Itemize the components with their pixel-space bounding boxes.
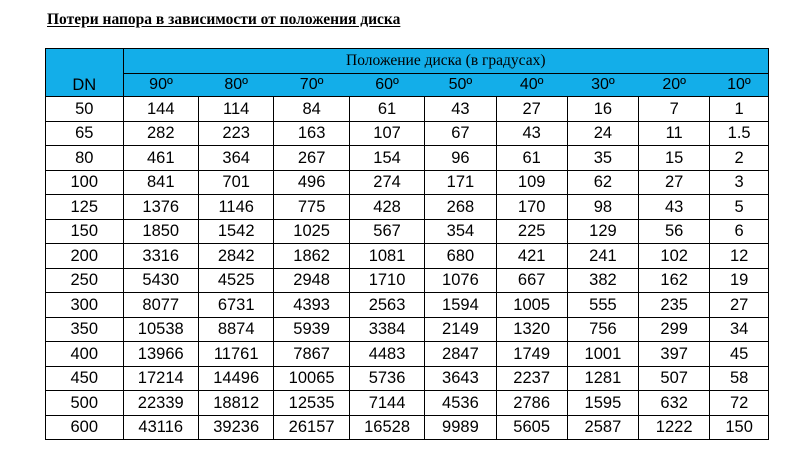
degree-header: 30º [567,74,638,97]
value-cell: 775 [274,195,349,220]
value-cell: 27 [496,97,567,122]
value-cell: 7 [639,97,710,122]
value-cell: 8077 [123,293,198,318]
dn-cell: 500 [46,391,124,416]
degree-header: 60º [349,74,424,97]
value-cell: 12 [710,244,769,269]
value-cell: 154 [349,146,424,171]
value-cell: 1710 [349,268,424,293]
value-cell: 170 [496,195,567,220]
value-cell: 11 [639,121,710,146]
value-cell: 1542 [198,219,273,244]
value-cell: 1.5 [710,121,769,146]
value-cell: 67 [425,121,496,146]
value-cell: 841 [123,170,198,195]
value-cell: 5605 [496,415,567,440]
value-cell: 10538 [123,317,198,342]
value-cell: 102 [639,244,710,269]
value-cell: 35 [567,146,638,171]
value-cell: 1594 [425,293,496,318]
value-cell: 4525 [198,268,273,293]
value-cell: 58 [710,366,769,391]
dn-cell: 350 [46,317,124,342]
value-cell: 107 [349,121,424,146]
value-cell: 4393 [274,293,349,318]
header-row-group [46,49,769,74]
value-cell: 2 [710,146,769,171]
value-cell: 267 [274,146,349,171]
degree-header: 90º [123,74,198,97]
value-cell: 114 [198,97,273,122]
degree-header: 80º [198,74,273,97]
value-cell: 1320 [496,317,567,342]
value-cell: 667 [496,268,567,293]
value-cell: 282 [123,121,198,146]
value-cell: 756 [567,317,638,342]
value-cell: 382 [567,268,638,293]
dn-cell: 300 [46,293,124,318]
value-cell: 1005 [496,293,567,318]
dn-cell: 400 [46,342,124,367]
document-title: Потери напора в зависимости от положения диска [47,11,401,28]
dn-header: DN [46,49,124,97]
value-cell: 109 [496,170,567,195]
value-cell: 5939 [274,317,349,342]
value-cell: 428 [349,195,424,220]
value-cell: 163 [274,121,349,146]
value-cell: 43 [496,121,567,146]
value-cell: 62 [567,170,638,195]
value-cell: 496 [274,170,349,195]
value-cell: 1595 [567,391,638,416]
head-loss-table [45,48,769,440]
dn-cell: 125 [46,195,124,220]
value-cell: 2786 [496,391,567,416]
value-cell: 2237 [496,366,567,391]
value-cell: 16 [567,97,638,122]
value-cell: 2948 [274,268,349,293]
value-cell: 397 [639,342,710,367]
value-cell: 8874 [198,317,273,342]
dn-cell: 450 [46,366,124,391]
value-cell: 6 [710,219,769,244]
value-cell: 507 [639,366,710,391]
table-row [46,97,769,122]
degree-header: 50º [425,74,496,97]
value-cell: 2563 [349,293,424,318]
value-cell: 27 [710,293,769,318]
table-row [46,342,769,367]
value-cell: 98 [567,195,638,220]
value-cell: 1076 [425,268,496,293]
value-cell: 1025 [274,219,349,244]
value-cell: 567 [349,219,424,244]
value-cell: 129 [567,219,638,244]
table-row [46,415,769,440]
value-cell: 43 [425,97,496,122]
value-cell: 5736 [349,366,424,391]
value-cell: 39236 [198,415,273,440]
value-cell: 11761 [198,342,273,367]
value-cell: 96 [425,146,496,171]
value-cell: 2587 [567,415,638,440]
value-cell: 9989 [425,415,496,440]
degree-header: 10º [710,74,769,97]
table-body [46,97,769,440]
value-cell: 1376 [123,195,198,220]
value-cell: 18812 [198,391,273,416]
value-cell: 555 [567,293,638,318]
header-row-degrees [46,74,769,97]
value-cell: 364 [198,146,273,171]
value-cell: 150 [710,415,769,440]
value-cell: 1222 [639,415,710,440]
value-cell: 3643 [425,366,496,391]
value-cell: 241 [567,244,638,269]
value-cell: 2847 [425,342,496,367]
value-cell: 701 [198,170,273,195]
degree-header: 20º [639,74,710,97]
value-cell: 7144 [349,391,424,416]
value-cell: 6731 [198,293,273,318]
value-cell: 274 [349,170,424,195]
value-cell: 2149 [425,317,496,342]
value-cell: 61 [349,97,424,122]
value-cell: 461 [123,146,198,171]
value-cell: 61 [496,146,567,171]
table-row [46,219,769,244]
value-cell: 225 [496,219,567,244]
degree-header: 40º [496,74,567,97]
dn-cell: 250 [46,268,124,293]
value-cell: 13966 [123,342,198,367]
value-cell: 1001 [567,342,638,367]
value-cell: 299 [639,317,710,342]
value-cell: 1 [710,97,769,122]
value-cell: 223 [198,121,273,146]
value-cell: 3384 [349,317,424,342]
value-cell: 235 [639,293,710,318]
value-cell: 72 [710,391,769,416]
value-cell: 84 [274,97,349,122]
value-cell: 1146 [198,195,273,220]
value-cell: 7867 [274,342,349,367]
value-cell: 3316 [123,244,198,269]
table-header [46,49,769,97]
value-cell: 43116 [123,415,198,440]
value-cell: 34 [710,317,769,342]
table-row [46,195,769,220]
value-cell: 4536 [425,391,496,416]
value-cell: 2842 [198,244,273,269]
table-row [46,391,769,416]
value-cell: 17214 [123,366,198,391]
value-cell: 10065 [274,366,349,391]
value-cell: 1850 [123,219,198,244]
disk-position-header: Положение диска (в градусах) [123,49,768,74]
table-row [46,121,769,146]
value-cell: 354 [425,219,496,244]
dn-cell: 50 [46,97,124,122]
value-cell: 1281 [567,366,638,391]
table-row [46,146,769,171]
value-cell: 56 [639,219,710,244]
value-cell: 22339 [123,391,198,416]
value-cell: 1862 [274,244,349,269]
value-cell: 27 [639,170,710,195]
value-cell: 162 [639,268,710,293]
value-cell: 632 [639,391,710,416]
value-cell: 5 [710,195,769,220]
degree-header: 70º [274,74,349,97]
value-cell: 680 [425,244,496,269]
value-cell: 144 [123,97,198,122]
value-cell: 26157 [274,415,349,440]
value-cell: 4483 [349,342,424,367]
dn-cell: 150 [46,219,124,244]
value-cell: 268 [425,195,496,220]
table-row [46,366,769,391]
value-cell: 24 [567,121,638,146]
dn-cell: 80 [46,146,124,171]
dn-cell: 200 [46,244,124,269]
table-row [46,170,769,195]
value-cell: 421 [496,244,567,269]
value-cell: 45 [710,342,769,367]
value-cell: 15 [639,146,710,171]
table-row [46,293,769,318]
value-cell: 16528 [349,415,424,440]
value-cell: 12535 [274,391,349,416]
table-row [46,268,769,293]
value-cell: 43 [639,195,710,220]
dn-cell: 65 [46,121,124,146]
value-cell: 19 [710,268,769,293]
value-cell: 1081 [349,244,424,269]
value-cell: 5430 [123,268,198,293]
value-cell: 1749 [496,342,567,367]
value-cell: 3 [710,170,769,195]
value-cell: 14496 [198,366,273,391]
value-cell: 171 [425,170,496,195]
dn-cell: 100 [46,170,124,195]
table-row [46,317,769,342]
dn-cell: 600 [46,415,124,440]
table-row [46,244,769,269]
